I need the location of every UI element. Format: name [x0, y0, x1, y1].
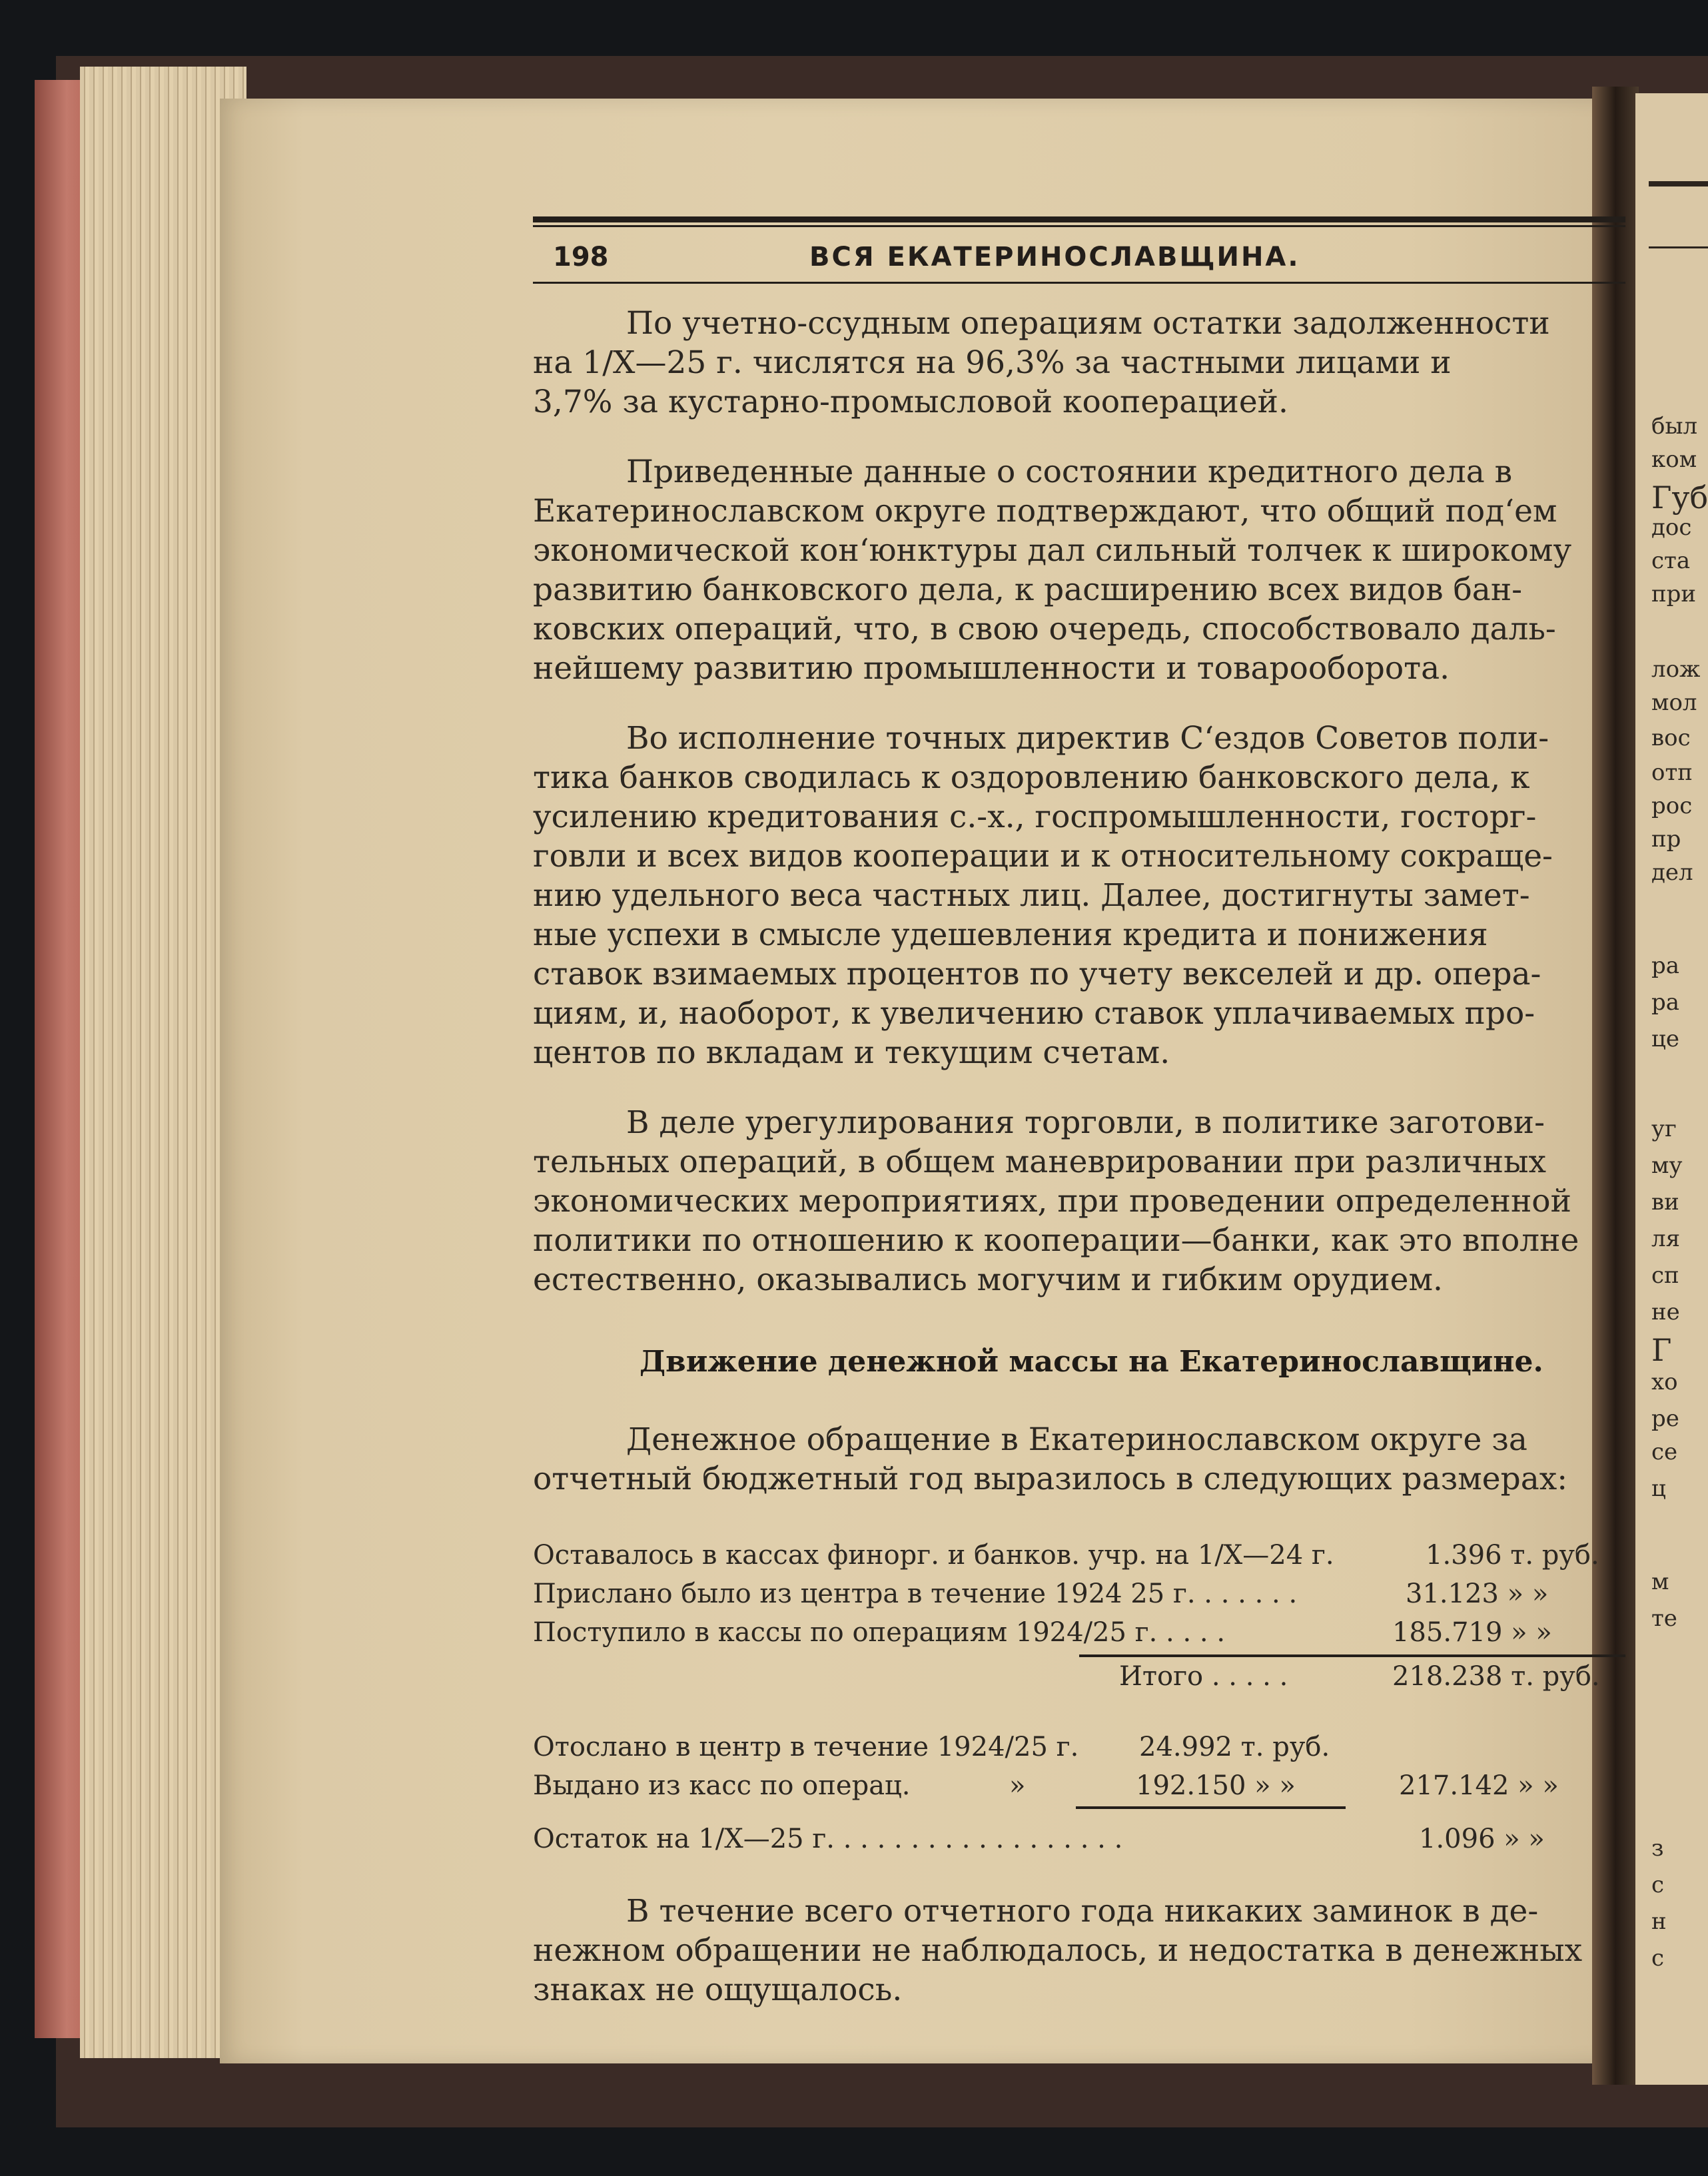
balance-row [533, 1613, 1625, 1652]
balance-value: 185.719 » » [1392, 1617, 1552, 1648]
balance-total-row [533, 1657, 1625, 1696]
paragraph-credit-state [533, 452, 1625, 688]
balance-value: 24.992 т. руб. [1139, 1732, 1330, 1762]
right-page-text-fragment: це [1651, 1026, 1679, 1052]
text-line: на 1/X—25 г. числятся на 96,3% за частными лицами и [533, 344, 1452, 381]
text-line: циям, и, наоборот, к увеличению ставок уплачиваемых про- [533, 995, 1535, 1032]
balance-label: Остаток на 1/X—25 г. . . . . . . . . . . . . . . . . . [533, 1824, 1123, 1854]
right-page-text-fragment: ра [1651, 952, 1680, 979]
text-line: ковских операций, что, в свою очередь, способствовало даль- [533, 611, 1556, 647]
text-line: знаках не ощущалось. [533, 1972, 903, 2008]
text-line: развитию банковского дела, к расширению всех видов бан- [533, 571, 1523, 608]
paragraph-trade-regulation [533, 1103, 1625, 1299]
right-page-text-fragment: мол [1651, 689, 1697, 716]
balance-value: 1.396 т. руб. [1426, 1540, 1599, 1571]
right-page-text-fragment: дел [1651, 859, 1693, 886]
balance-label: Выдано из касс по операц. [533, 1770, 911, 1801]
right-page-text-fragment: хо [1651, 1369, 1678, 1395]
text-line: экономической кон‘юнктуры дал сильный толчек к широкому [533, 532, 1572, 569]
right-page-text-fragment: Г [1651, 1332, 1672, 1368]
combined-value: 217.142 » » [1399, 1770, 1559, 1801]
total-value: 218.238 т. руб. [1392, 1661, 1600, 1692]
page-content [533, 216, 1625, 2009]
balance-row [533, 1536, 1625, 1575]
balance-value: 192.150 » » [1136, 1770, 1296, 1801]
right-page-text-fragment: рос [1651, 793, 1693, 819]
paragraph-bank-policy [533, 719, 1625, 1072]
right-page-text-fragment: м [1651, 1569, 1669, 1595]
right-page-text-fragment: ста [1651, 547, 1691, 574]
balance-row [533, 1575, 1625, 1613]
right-page-text-fragment: с [1651, 1872, 1665, 1898]
text-line: Денежное обращение в Екатеринославском округе за [626, 1421, 1527, 1458]
right-page-text-fragment: не [1651, 1299, 1680, 1325]
text-line: центов по вкладам и текущим счетам. [533, 1034, 1170, 1071]
right-page-text-fragment: дос [1651, 514, 1692, 541]
right-page-text-fragment: н [1651, 1908, 1667, 1935]
section-heading: Движение денежной массы на Екатеринославщине. [640, 1345, 1543, 1379]
text-line: По учетно-ссудным операциям остатки задолженности [626, 305, 1550, 342]
paragraph-credit-arrears [533, 304, 1625, 422]
right-page-text-fragment: при [1651, 581, 1697, 607]
text-line: говли и всех видов кооперации и к относительному сокраще- [533, 838, 1553, 875]
total-label: Итого . . . . . [1119, 1661, 1288, 1692]
right-page-text-fragment: ля [1651, 1226, 1681, 1252]
text-line: экономических мероприятиях, при проведении определенной [533, 1183, 1571, 1220]
text-line: В деле урегулирования торговли, в политике заготови- [626, 1104, 1545, 1141]
right-page-text-fragment: Губ [1651, 480, 1708, 516]
text-line: Екатеринославском округе подтверждают, что общий под‘ем [533, 493, 1557, 530]
paragraph-no-disruptions [533, 1892, 1625, 2009]
page-number: 198 [553, 242, 609, 272]
header-rule-thick [533, 216, 1625, 222]
right-page-text-fragment: ви [1651, 1189, 1679, 1216]
text-line: политики по отношению к кооперации—банки, как это вполне [533, 1222, 1579, 1259]
right-page-text-fragment: ком [1651, 446, 1697, 473]
right-page-text-fragment: лож [1651, 656, 1701, 683]
balance-label: Отослано в центр в течение 1924/25 г. [533, 1732, 1079, 1762]
text-line: тика банков сводилась к оздоровлению банковского дела, к [533, 759, 1530, 796]
text-line: В течение всего отчетного года никаких заминок в де- [626, 1893, 1539, 1930]
paragraph-money-circulation [533, 1420, 1625, 1499]
right-page-text-fragment: с [1651, 1945, 1665, 1972]
subtotal-rule [1076, 1806, 1346, 1809]
balance-label: Поступило в кассы по операциям 1924/25 г. . . . . [533, 1617, 1226, 1648]
right-page-text-fragment: те [1651, 1605, 1677, 1632]
balance-row-issued [533, 1766, 1625, 1805]
right-page-rule [1649, 246, 1708, 248]
spacer [533, 1696, 1625, 1728]
text-line: нию удельного веса частных лиц. Далее, достигнуты замет- [533, 877, 1530, 914]
right-page-text-fragment: му [1651, 1152, 1683, 1179]
right-page-text-fragment: ц [1651, 1475, 1666, 1502]
right-page-text-fragment: был [1651, 413, 1698, 440]
right-page-text-fragment: вос [1651, 725, 1691, 751]
right-page-text-fragment: ре [1651, 1405, 1679, 1432]
running-header [533, 227, 1625, 284]
right-page-text-fragment: отп [1651, 759, 1693, 786]
right-page-text-fragment: уг [1651, 1116, 1677, 1142]
text-line: нежном обращении не наблюдалось, и недостатка в денежных [533, 1932, 1583, 1969]
right-page-fragment [1635, 93, 1708, 2085]
text-line: Во исполнение точных директив С‘ездов Советов поли- [626, 720, 1549, 757]
text-line: нейшему развитию промышленности и товарооборота. [533, 650, 1450, 687]
balance-value: 1.096 » » [1419, 1824, 1545, 1854]
ditto-mark: » [1009, 1770, 1026, 1801]
text-line: отчетный бюджетный год выразилось в следующих размерах: [533, 1461, 1568, 1497]
right-page-text-fragment: ра [1651, 989, 1680, 1016]
text-line: Приведенные данные о состоянии кредитного дела в [626, 454, 1513, 490]
running-title: ВСЯ ЕКАТЕРИНОСЛАВЩИНА. [809, 242, 1300, 272]
text-line: усилению кредитования с.-х., госпромышленности, госторг- [533, 799, 1537, 835]
right-page-rule [1649, 181, 1708, 186]
right-page-text-fragment: пр [1651, 826, 1681, 853]
right-page-text-fragment: сп [1651, 1262, 1679, 1289]
text-line: тельных операций, в общем маневрировании при различных [533, 1144, 1547, 1180]
text-line: ставок взимаемых процентов по учету векселей и др. опера- [533, 956, 1541, 992]
balance-label: Прислано было из центра в течение 1924 25 г. . . . . . . [533, 1579, 1298, 1609]
money-balance-table [533, 1536, 1625, 1858]
balance-row-sent [533, 1728, 1625, 1766]
balance-row-remainder [533, 1820, 1625, 1858]
text-line: 3,7% за кустарно-промысловой кооперацией. [533, 384, 1288, 420]
right-page-text-fragment: з [1651, 1835, 1664, 1862]
balance-label: Оставалось в кассах финорг. и банков. учр. на 1/X—24 г. [533, 1540, 1334, 1571]
balance-value: 31.123 » » [1406, 1579, 1549, 1609]
right-page-text-fragment: се [1651, 1439, 1678, 1465]
text-line: ные успехи в смысле удешевления кредита и понижения [533, 916, 1488, 953]
text-line: естественно, оказывались могучим и гибким орудием. [533, 1262, 1443, 1298]
